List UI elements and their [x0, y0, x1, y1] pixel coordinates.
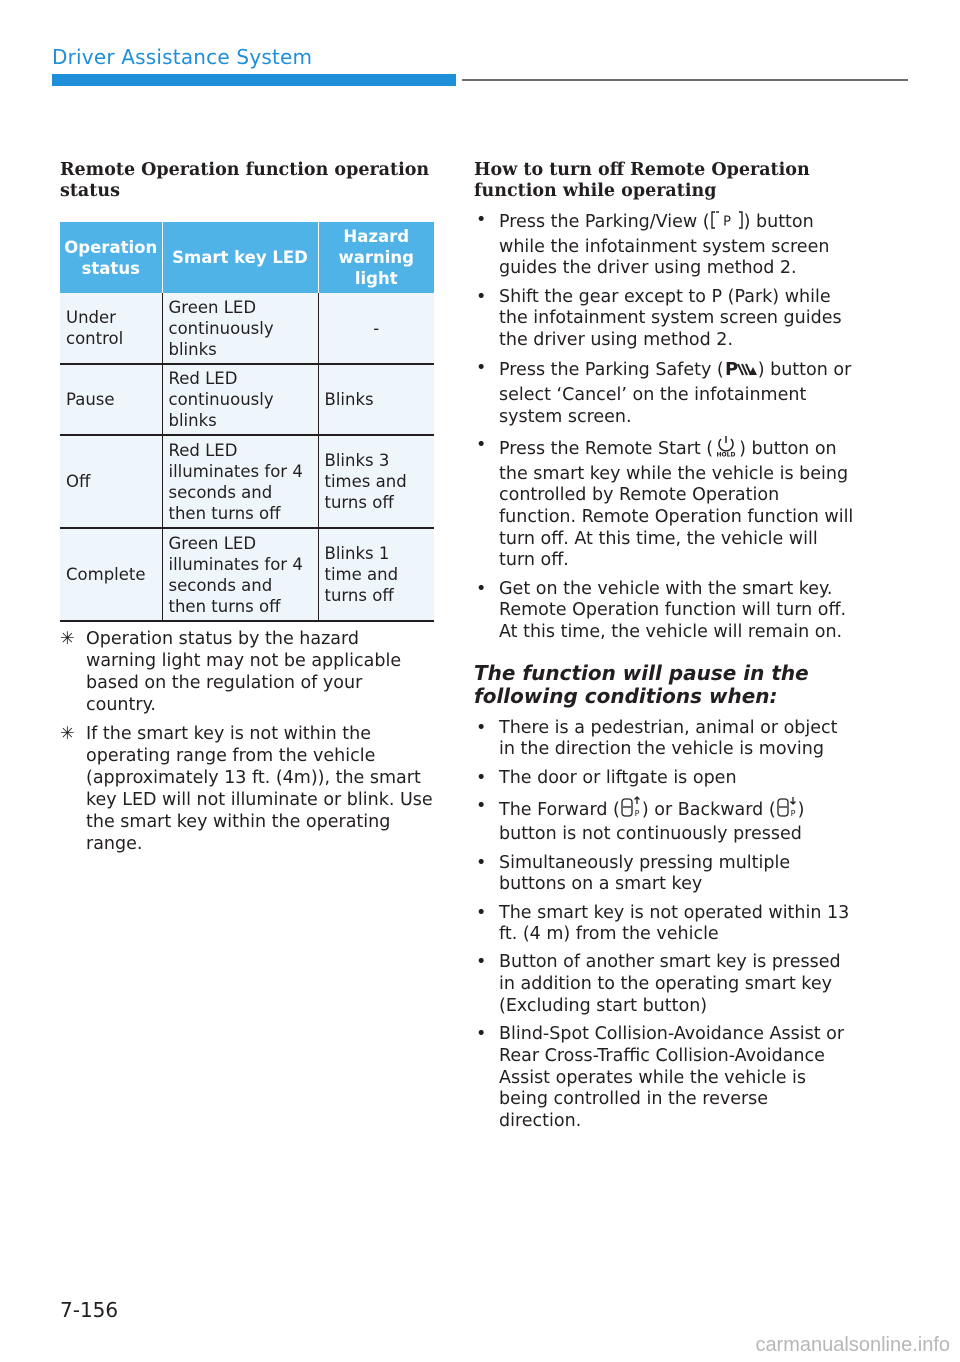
- list-item: [474, 435, 854, 572]
- list-item-text: Get on the vehicle with the smart key. Remote Operation function will turn off. At this time, the vehicle will remain on.: [499, 578, 847, 642]
- forward-button-icon: [620, 796, 642, 825]
- list-item-text: ) button while the infotainment system screen guides the driver using method 2.: [499, 212, 830, 279]
- table-cell: Red LED continuously blinks: [162, 364, 318, 435]
- list-item: [474, 768, 854, 790]
- list-item-text: Press the Parking Safety (: [499, 360, 724, 381]
- list-item-text: ) button or select ‘Cancel’ on the infotainment system screen.: [499, 360, 852, 427]
- list-item-text: Blind-Spot Collision-Avoidance Assist or Rear Cross-Traffic Collision-Avoidance Assist operates while the vehicle is being controlled in the reverse direction.: [499, 1024, 845, 1131]
- header-accent-rule: [52, 74, 456, 86]
- list-item-text: The door or liftgate is open: [499, 767, 737, 788]
- bullet-icon: •: [476, 852, 487, 873]
- asterisk-icon: ✳: [60, 629, 75, 649]
- table-row: [60, 435, 434, 528]
- list-item: [474, 210, 854, 280]
- list-item-text: The smart key is not operated within 13 ft. (4 m) from the vehicle: [499, 902, 850, 945]
- bullet-icon: •: [476, 767, 487, 788]
- list-item-text: Button of another smart key is pressed in addition to the operating smart key (Excluding start button): [499, 952, 841, 1016]
- list-item-text: ) or Backward (: [641, 799, 776, 820]
- bullet-icon: •: [476, 717, 487, 738]
- column-header: Smart key LED: [162, 222, 318, 293]
- note-item: [60, 723, 434, 855]
- list-item-text: Press the Remote Start (: [499, 438, 714, 459]
- bullet-icon: •: [476, 795, 487, 816]
- note-text: If the smart key is not within the operating range from the vehicle (approximately 13 ft. (4m)), the smart key LED will not illuminate or blink. Use the smart key within the operating range.: [86, 724, 433, 854]
- list-item: [474, 1024, 854, 1133]
- left-column: [60, 160, 434, 862]
- bullet-icon: •: [476, 902, 487, 923]
- list-item-text: The Forward (: [499, 799, 620, 820]
- table-header-row: [60, 222, 434, 293]
- icon-letter: P: [790, 808, 796, 818]
- bullet-icon: •: [476, 210, 487, 230]
- bullet-icon: •: [476, 434, 487, 455]
- table-cell: Green LED illuminates for 4 seconds and then turns off: [162, 528, 318, 621]
- list-item-text: ) button is not continuously pressed: [499, 799, 805, 845]
- table-cell: Red LED illuminates for 4 seconds and then turns off: [162, 435, 318, 528]
- operation-status-table: [60, 222, 434, 622]
- turn-off-list: [474, 210, 854, 644]
- bullet-icon: •: [476, 358, 487, 379]
- icon-label: HOLD: [716, 451, 736, 457]
- watermark: carmanualsonline.info: [755, 1334, 950, 1356]
- table-row: [60, 293, 434, 364]
- list-item: [474, 358, 854, 428]
- note-item: [60, 628, 434, 716]
- bullet-icon: •: [476, 1024, 487, 1045]
- header-divider-rule: [462, 79, 908, 81]
- list-item: [474, 796, 854, 846]
- pause-conditions-list: [474, 718, 854, 1133]
- right-column: [474, 160, 854, 1139]
- column-header: Operation status: [60, 222, 162, 293]
- list-item-text: Press the Parking/View (: [499, 212, 710, 232]
- parking-safety-button-icon: [724, 358, 758, 385]
- list-item-text: Shift the gear except to P (Park) while the infotainment system screen guides the driver using method 2.: [499, 286, 842, 351]
- bullet-icon: •: [476, 578, 487, 599]
- list-item: [474, 579, 854, 644]
- table-cell: Complete: [60, 528, 162, 621]
- bullet-icon: •: [476, 286, 487, 307]
- table-cell: Blinks: [318, 364, 434, 435]
- list-item-text: ) button on the smart key while the vehicle is being controlled by Remote Operation function. Remote Operation function will turn off. At this time, the vehicle will turn off.: [499, 438, 854, 571]
- icon-letter: P: [634, 808, 640, 818]
- list-item: [474, 287, 854, 352]
- status-table-heading: Remote Operation function operation status: [60, 160, 430, 201]
- note-text: Operation status by the hazard warning light may not be applicable based on the regulation of your country.: [86, 629, 402, 715]
- table-cell: Pause: [60, 364, 162, 435]
- table-notes: [60, 628, 434, 855]
- table-cell: Blinks 1 time and turns off: [318, 528, 434, 621]
- list-item-text: Simultaneously pressing multiple buttons on a smart key: [499, 852, 791, 895]
- asterisk-icon: ✳: [60, 724, 75, 744]
- list-item: [474, 853, 854, 896]
- remote-start-button-icon: [713, 435, 739, 464]
- table-cell: -: [318, 293, 434, 364]
- svg-text:P: P: [724, 359, 738, 379]
- list-item-text: There is a pedestrian, animal or object in the direction the vehicle is moving: [499, 717, 838, 760]
- page-number: 7-156: [60, 1298, 119, 1322]
- table-row: [60, 528, 434, 621]
- table-cell: Blinks 3 times and turns off: [318, 435, 434, 528]
- column-header: Hazard warning light: [318, 222, 434, 293]
- list-item: [474, 952, 854, 1017]
- table-row: [60, 364, 434, 435]
- section-title: Driver Assistance System: [52, 45, 313, 69]
- parking-view-button-icon: [710, 210, 744, 237]
- table-cell: Off: [60, 435, 162, 528]
- bullet-icon: •: [476, 952, 487, 973]
- icon-letter: P: [722, 214, 731, 230]
- list-item: [474, 903, 854, 946]
- turn-off-heading: How to turn off Remote Operation function while operating: [474, 160, 810, 201]
- table-cell: Under control: [60, 293, 162, 364]
- list-item: [474, 718, 854, 761]
- backward-button-icon: [776, 796, 798, 825]
- table-cell: Green LED continuously blinks: [162, 293, 318, 364]
- pause-conditions-heading: The function will pause in the following conditions when:: [474, 660, 809, 708]
